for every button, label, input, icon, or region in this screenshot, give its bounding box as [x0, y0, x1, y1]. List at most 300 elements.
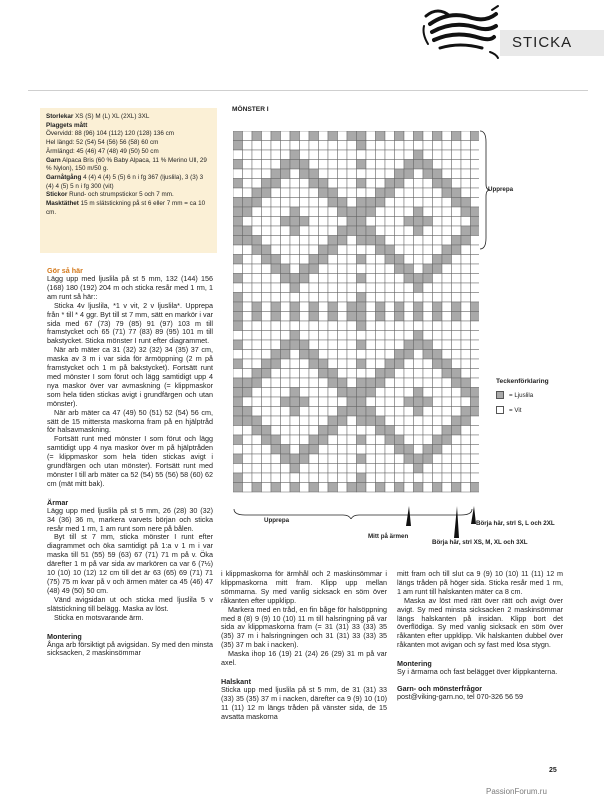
chart-cell — [461, 369, 471, 379]
chart-cell — [300, 217, 310, 227]
chart-cell — [376, 236, 386, 246]
chart-cell — [366, 188, 376, 198]
chart-cell — [385, 283, 395, 293]
chart-cell — [309, 150, 319, 160]
chart-cell — [404, 198, 414, 208]
chart-cell — [319, 255, 329, 265]
chart-cell — [243, 131, 253, 141]
chart-cell — [366, 255, 376, 265]
chart-cell — [452, 150, 462, 160]
chart-cell — [281, 160, 291, 170]
chart-cell — [309, 293, 319, 303]
chart-cell — [366, 435, 376, 445]
chart-cell — [243, 388, 253, 398]
chart-cell — [290, 245, 300, 255]
paragraph: När arb mäter ca 31 (32) 32 (32) 34 (35) 37 cm, maska av 3 m i var sida för ärmöppning (2 m på framstycket och 1 m på bakstycket). Fortsätt runt med mönster I som förut och lägg samtidigt upp 4 nya maskor över var avmaskning (= klippmaskor som hela tiden stickas avigt i grundfärgen och utan mönster). — [47, 345, 213, 408]
chart-cell — [290, 207, 300, 217]
chart-cell — [347, 255, 357, 265]
chart-cell — [395, 207, 405, 217]
chart-cell — [395, 312, 405, 322]
chart-cell — [243, 302, 253, 312]
chart-cell — [385, 188, 395, 198]
chart-cell — [271, 369, 281, 379]
chart-cell — [290, 454, 300, 464]
column-2 — [221, 570, 387, 722]
chart-cell — [290, 426, 300, 436]
chart-cell — [423, 416, 433, 426]
chart-cell — [414, 293, 424, 303]
chart-cell — [243, 397, 253, 407]
chart-cell — [281, 255, 291, 265]
chart-cell — [328, 293, 338, 303]
chart-cell — [357, 464, 367, 474]
chart-cell — [471, 350, 480, 360]
chart-cell — [262, 141, 272, 151]
chart-cell — [395, 160, 405, 170]
chart-cell — [243, 274, 253, 284]
chart-cell — [309, 350, 319, 360]
chart-cell — [376, 141, 386, 151]
chart-cell — [271, 435, 281, 445]
chart-cell — [309, 416, 319, 426]
chart-cell — [385, 312, 395, 322]
chart-cell — [385, 473, 395, 483]
chart-cell — [404, 454, 414, 464]
chart-cell — [347, 302, 357, 312]
chart-cell — [461, 188, 471, 198]
chart-cell — [461, 293, 471, 303]
chart-cell — [414, 435, 424, 445]
chart-cell — [262, 445, 272, 455]
chart-cell — [442, 160, 452, 170]
chart-cell — [290, 188, 300, 198]
chart-cell — [452, 188, 462, 198]
chart-cell — [414, 217, 424, 227]
chart-cell — [328, 483, 338, 493]
chart-cell — [347, 264, 357, 274]
chart-cell — [328, 236, 338, 246]
chart-cell — [376, 293, 386, 303]
chart-cell — [442, 435, 452, 445]
repeat-label-bottom: Upprepa — [264, 517, 290, 524]
chart-cell — [395, 274, 405, 284]
needles-line — [46, 191, 211, 200]
chart-cell — [319, 302, 329, 312]
column-1 — [47, 266, 213, 658]
chart-cell — [319, 388, 329, 398]
chart-cell — [423, 274, 433, 284]
chart-cell — [328, 255, 338, 265]
chart-cell — [262, 293, 272, 303]
paragraph: Lägg upp med ljuslila på st 5 mm, 26 (28) 30 (32) 34 (36) 36 m, markera varvets början och sticka resår med 1 rm, 1 am runt som nere på bålen. — [47, 505, 213, 533]
chart-cell — [338, 331, 348, 341]
chart-cell — [233, 321, 243, 331]
chart-cell — [262, 388, 272, 398]
chart-cell — [290, 217, 300, 227]
chart-cell — [452, 350, 462, 360]
chart-cell — [395, 198, 405, 208]
chart-cell — [442, 264, 452, 274]
chart-cell — [338, 302, 348, 312]
chart-cell — [414, 445, 424, 455]
chart-cell — [414, 302, 424, 312]
chart-cell — [271, 283, 281, 293]
chart-cell — [357, 331, 367, 341]
chart-cell — [404, 426, 414, 436]
chart-cell — [395, 426, 405, 436]
chart-cell — [404, 283, 414, 293]
chart-cell — [319, 445, 329, 455]
chart-cell — [385, 179, 395, 189]
chart-cell — [252, 150, 262, 160]
chart-cell — [404, 435, 414, 445]
header-divider — [28, 90, 588, 91]
chart-cell — [433, 283, 443, 293]
chart-cell — [338, 340, 348, 350]
chart-cell — [300, 378, 310, 388]
chart-cell — [300, 416, 310, 426]
chart-cell — [243, 312, 253, 322]
chart-cell — [357, 274, 367, 284]
chart-cell — [319, 454, 329, 464]
chart-cell — [262, 283, 272, 293]
chart-cell — [452, 407, 462, 417]
chart-cell — [404, 350, 414, 360]
legend-label-lila: = Ljuslila — [509, 391, 534, 399]
chart-cell — [452, 179, 462, 189]
chart-cell — [366, 388, 376, 398]
chart-cell — [433, 255, 443, 265]
chart-cell — [404, 473, 414, 483]
chart-cell — [347, 188, 357, 198]
chart-cell — [366, 264, 376, 274]
chart-cell — [300, 454, 310, 464]
chart-cell — [319, 435, 329, 445]
chart-cell — [423, 464, 433, 474]
chart-cell — [309, 245, 319, 255]
chart-cell — [366, 350, 376, 360]
chart-cell — [404, 226, 414, 236]
chart-cell — [262, 426, 272, 436]
chart-cell — [271, 226, 281, 236]
chart-cell — [471, 293, 480, 303]
chart-cell — [385, 302, 395, 312]
chart-cell — [300, 150, 310, 160]
chart-cell — [290, 473, 300, 483]
chart-cell — [347, 141, 357, 151]
chart-cell — [281, 188, 291, 198]
chart-cell — [233, 207, 243, 217]
chart-cell — [471, 435, 480, 445]
chart-cell — [243, 426, 253, 436]
chart-cell — [290, 350, 300, 360]
chart-cell — [357, 169, 367, 179]
chart-cell — [233, 464, 243, 474]
chart-cell — [290, 264, 300, 274]
chart-cell — [433, 340, 443, 350]
chart-cell — [423, 302, 433, 312]
chart-cell — [309, 473, 319, 483]
chart-cell — [271, 245, 281, 255]
chart-cell — [452, 464, 462, 474]
chart-cell — [433, 207, 443, 217]
chart-cell — [376, 388, 386, 398]
chart-cell — [376, 483, 386, 493]
chart-cell — [271, 312, 281, 322]
chart-cell — [366, 198, 376, 208]
chart-cell — [262, 131, 272, 141]
chart-cell — [442, 331, 452, 341]
chart-cell — [414, 179, 424, 189]
sizes-label: Storlekar — [46, 113, 74, 120]
chart-cell — [290, 407, 300, 417]
chart-cell — [395, 302, 405, 312]
chart-cell — [281, 407, 291, 417]
chart-cell — [385, 131, 395, 141]
chart-cell — [376, 312, 386, 322]
chart-cell — [319, 226, 329, 236]
chart-cell — [376, 340, 386, 350]
chart-cell — [357, 340, 367, 350]
chart-cell — [461, 340, 471, 350]
chart-cell — [376, 359, 386, 369]
chart-cell — [300, 445, 310, 455]
chart-cell — [338, 141, 348, 151]
chart-cell — [376, 378, 386, 388]
chart-cell — [281, 131, 291, 141]
chart-cell — [423, 388, 433, 398]
chart-cell — [252, 264, 262, 274]
chart-cell — [271, 397, 281, 407]
chart-cell — [271, 378, 281, 388]
chart-cell — [338, 264, 348, 274]
chart-cell — [433, 312, 443, 322]
chart-cell — [271, 302, 281, 312]
chart-cell — [328, 160, 338, 170]
chart-cell — [290, 369, 300, 379]
chart-cell — [338, 473, 348, 483]
chart-cell — [243, 293, 253, 303]
chart-cell — [452, 416, 462, 426]
chart-cell — [461, 397, 471, 407]
chart-cell — [338, 483, 348, 493]
chart-cell — [309, 331, 319, 341]
chart-cell — [357, 150, 367, 160]
chart-cell — [357, 350, 367, 360]
chart-cell — [366, 283, 376, 293]
chart-cell — [357, 426, 367, 436]
chart-cell — [243, 236, 253, 246]
chart-cell — [423, 369, 433, 379]
chart-cell — [414, 407, 424, 417]
chart-cell — [309, 198, 319, 208]
chart-cell — [262, 473, 272, 483]
chart-cell — [271, 416, 281, 426]
chart-cell — [233, 331, 243, 341]
chart-cell — [271, 179, 281, 189]
repeat-label-right: Upprepa — [488, 186, 514, 193]
chart-cell — [404, 217, 414, 227]
chart-cell — [338, 245, 348, 255]
chart-cell — [433, 169, 443, 179]
chart-cell — [366, 226, 376, 236]
chart-cell — [442, 340, 452, 350]
chart-cell — [319, 274, 329, 284]
legend-title: Teckenförklaring — [496, 378, 549, 385]
chart-cell — [442, 312, 452, 322]
chart-cell — [243, 179, 253, 189]
chart-cell — [338, 150, 348, 160]
chart-cell — [366, 236, 376, 246]
start-label-xs: Börja här, strl XS, M, XL och 3XL — [432, 539, 528, 546]
chart-cell — [233, 369, 243, 379]
chart-cell — [233, 283, 243, 293]
chart-cell — [319, 416, 329, 426]
chart-cell — [319, 169, 329, 179]
chart-cell — [433, 435, 443, 445]
chart-cell — [347, 369, 357, 379]
chart-cell — [271, 350, 281, 360]
chart-cell — [347, 274, 357, 284]
chart-cell — [233, 483, 243, 493]
chart-cell — [328, 416, 338, 426]
chart-cell — [328, 226, 338, 236]
chart-cell — [319, 245, 329, 255]
chart-cell — [452, 245, 462, 255]
chart-cell — [385, 359, 395, 369]
chart-cell — [395, 369, 405, 379]
chart-cell — [300, 388, 310, 398]
chart-cell — [271, 321, 281, 331]
chart-cell — [395, 359, 405, 369]
chart-cell — [395, 264, 405, 274]
chart-cell — [452, 369, 462, 379]
chart-cell — [300, 226, 310, 236]
chart-cell — [423, 198, 433, 208]
paragraph: Sticka 4v ljuslila, *1 v vit, 2 v ljuslila*. Upprepa från * till * 4 ggr. Byt till st 7 mm, sätt en markör i var sida med 67 (73) 79 (85) 91 (97) 103 m till framstycket och 65 (71) 77 (83) 89 (95) 101 m till bakstycket. Sticka mönster I runt efter diagrammet. — [47, 300, 213, 346]
chart-cell — [461, 245, 471, 255]
chart-cell — [414, 473, 424, 483]
chest-measure: Övervidd: 88 (96) 104 (112) 120 (128) 136 cm — [46, 130, 174, 138]
chart-cell — [300, 312, 310, 322]
chart-cell — [376, 416, 386, 426]
chart-cell — [252, 416, 262, 426]
chart-cell — [252, 274, 262, 284]
chart-cell — [309, 179, 319, 189]
chart-cell — [290, 340, 300, 350]
chart-cell — [338, 464, 348, 474]
chart-cell — [347, 445, 357, 455]
chart-cell — [290, 226, 300, 236]
chart-cell — [395, 169, 405, 179]
chart-cell — [290, 359, 300, 369]
chart-cell — [461, 416, 471, 426]
chart-cell — [404, 416, 414, 426]
chart-cell — [252, 388, 262, 398]
chart-cell — [233, 179, 243, 189]
chart-cell — [252, 312, 262, 322]
chart-cell — [423, 350, 433, 360]
chart-cell — [252, 407, 262, 417]
chart-cell — [319, 141, 329, 151]
chart-cell — [328, 198, 338, 208]
chart-cell — [233, 350, 243, 360]
chart-cell — [376, 435, 386, 445]
chart-cell — [433, 302, 443, 312]
chart-cell — [347, 169, 357, 179]
chart-cell — [414, 416, 424, 426]
chart-cell — [328, 369, 338, 379]
chart-cell — [262, 321, 272, 331]
chart-cell — [281, 207, 291, 217]
chart-cell — [461, 207, 471, 217]
chart-cell — [452, 198, 462, 208]
chart-cell — [262, 397, 272, 407]
chart-cell — [395, 407, 405, 417]
chart-cell — [328, 407, 338, 417]
chart-cell — [414, 426, 424, 436]
chart-cell — [461, 264, 471, 274]
paragraph: Lägg upp med ljuslila på st 5 mm, 132 (144) 156 (168) 180 (192) 204 m och sticka resår med 1 rm, 1 am runt så här:: — [47, 274, 213, 301]
chart-cell — [395, 454, 405, 464]
chart-cell — [252, 245, 262, 255]
chart-cell — [404, 236, 414, 246]
chart-cell — [442, 236, 452, 246]
chart-cell — [328, 340, 338, 350]
chart-cell — [243, 255, 253, 265]
chart-cell — [347, 207, 357, 217]
chart-cell — [442, 473, 452, 483]
chart-cell — [366, 207, 376, 217]
chart-cell — [414, 245, 424, 255]
chart-cell — [357, 369, 367, 379]
chart-cell — [262, 483, 272, 493]
chart-cell — [471, 264, 480, 274]
chart-cell — [233, 226, 243, 236]
chart-cell — [281, 378, 291, 388]
chart-cell — [433, 274, 443, 284]
chart-cell — [281, 369, 291, 379]
chart-cell — [404, 141, 414, 151]
chart-cell — [290, 283, 300, 293]
yarn-amount-value: 4 (4) 4 (4) 5 (5) 6 n i fg 367 (ljuslila), 3 (3) 3 (4) 4 (5) 5 n i fg 300 (vit) — [46, 173, 204, 190]
chart-cell — [252, 331, 262, 341]
chart-cell — [290, 150, 300, 160]
chart-cell — [471, 255, 480, 265]
chart-cell — [262, 264, 272, 274]
chart-cell — [442, 141, 452, 151]
chart-cell — [433, 179, 443, 189]
chart-cell — [395, 217, 405, 227]
chart-cell — [290, 160, 300, 170]
chart-cell — [433, 198, 443, 208]
chart-cell — [290, 483, 300, 493]
chart-cell — [281, 454, 291, 464]
chart-cell — [423, 483, 433, 493]
chart-cell — [414, 321, 424, 331]
chart-cell — [442, 445, 452, 455]
chart-cell — [290, 416, 300, 426]
chart-cell — [328, 179, 338, 189]
chart-cell — [290, 378, 300, 388]
chart-cell — [366, 293, 376, 303]
chart-cell — [233, 454, 243, 464]
chart-cell — [404, 483, 414, 493]
chart-cell — [328, 312, 338, 322]
chart-cell — [452, 426, 462, 436]
chart-cell — [252, 397, 262, 407]
chart-cell — [233, 445, 243, 455]
